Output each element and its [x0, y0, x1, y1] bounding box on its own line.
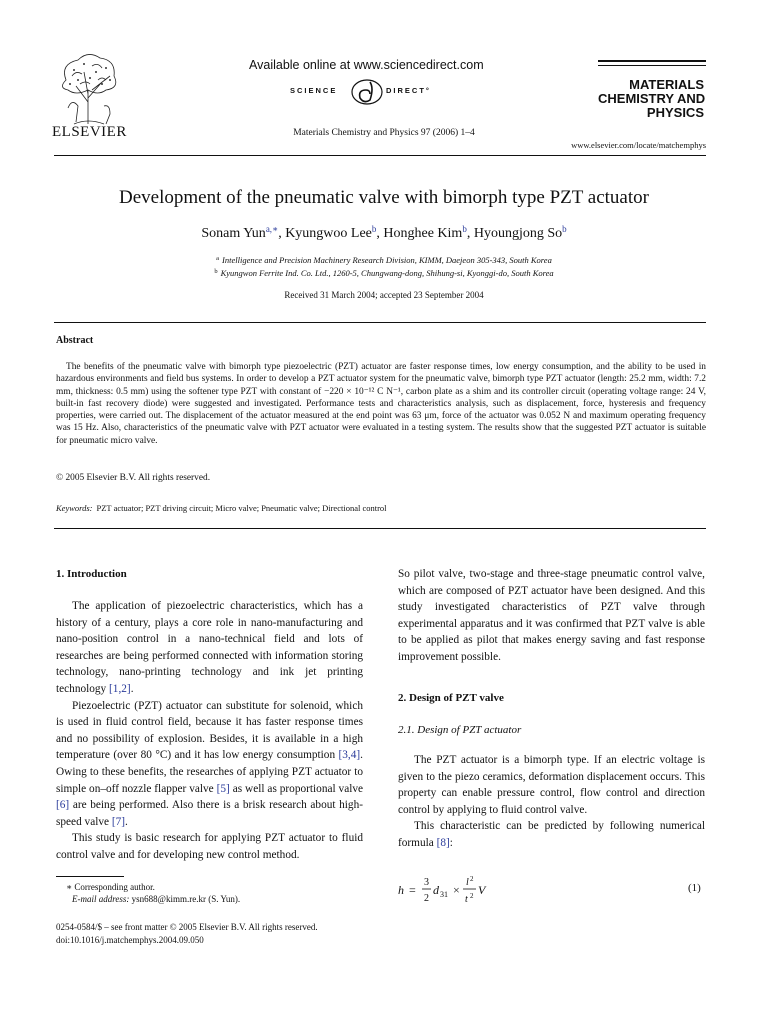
abstract-bottom-rule [54, 528, 706, 529]
intro-paragraph-1 [56, 598, 363, 698]
right-column-continuation [398, 566, 705, 666]
section-heading-design: 2. Design of PZT valve [398, 692, 504, 704]
svg-text:2: 2 [424, 893, 429, 904]
intro-continuation: So pilot valve, two-stage and three-stage pneumatic control valve, which are composed of PZT actuator have been designed. And this study investigated characteristics of PZT valve through experimental apparatus and it was confirmed that PZT valve is able to be applied as pilot that makes energy saving and fast response improvement possible. [398, 568, 705, 663]
keywords [56, 503, 387, 513]
affiliation-a [0, 255, 768, 265]
equation-number: (1) [688, 882, 701, 894]
author-affiliation-mark[interactable]: b [462, 224, 467, 234]
author-affiliation-mark[interactable]: a,∗ [265, 224, 279, 234]
affiliation-mark: a [216, 255, 220, 262]
email-address[interactable]: ysn688@kimm.re.kr (S. Yun). [131, 894, 241, 904]
paragraph-text: The application of piezoelectric characteristics, which has a history of a century, plays a core role in nano-manufacturing and nano-position control in a nano-technical field and lots of researches are being performed connected with information storing technology, nano-printing technology and ink jet printing technology [56, 600, 363, 695]
affiliation-text: Intelligence and Precision Machinery Research Division, KIMM, Daejeon 305-343, South Korea [222, 255, 552, 265]
email-label: E-mail address: [72, 894, 130, 904]
intro-paragraph-2 [56, 698, 363, 831]
publisher-name: ELSEVIER [52, 124, 127, 140]
journal-title-line: MATERIALS [629, 77, 704, 92]
paragraph-text: : [449, 836, 453, 849]
journal-reference: Materials Chemistry and Physics 97 (2006) 1–4 [293, 128, 475, 138]
corresponding-author-note: ∗ Corresponding author. [66, 882, 155, 892]
paragraph-text: are being performed. Also there is a brisk research about high-speed valve [56, 799, 363, 828]
paragraph-text: . [125, 815, 128, 828]
author-separator: , [466, 226, 474, 241]
paragraph-text: as well as proportional valve [229, 782, 364, 795]
design-paragraph-2 [398, 818, 705, 851]
svg-text:d: d [433, 883, 439, 897]
svg-text:×: × [453, 883, 460, 897]
journal-title-logo [598, 78, 704, 120]
author-name: Hyoungjong So [473, 226, 563, 241]
author-separator: , [376, 226, 384, 241]
citation-link[interactable]: [5] [216, 782, 230, 795]
received-dates: Received 31 March 2004; accepted 23 September 2004 [284, 290, 484, 300]
author-list [0, 224, 768, 242]
sciencedirect-logo [290, 78, 440, 106]
author-separator: , [278, 226, 286, 241]
paragraph-text: . Owing to these benefits, the researches of applying PZT actuator to simple on–off nozzle flapper valve [56, 749, 363, 795]
author-affiliation-mark[interactable]: b [371, 224, 377, 234]
right-column-body [398, 752, 705, 852]
paper-title: Development of the pneumatic valve with bimorph type PZT actuator [119, 187, 649, 208]
header-rule [54, 155, 706, 156]
svg-text:31: 31 [440, 890, 448, 899]
abstract-text: The benefits of the pneumatic valve with bimorph type piezoelectric (PZT) actuator are faster response times, low energy consumption, and the ability to be used in hazardous environments and field bus systems. In order to develop a PZT actuator system for the pneumatic valve, bimorph type PZT actuator (length: 25.2 mm, width: 7.2 mm, thickness: 0.5 mm) using the softener type PZT with constant of −220 × 10⁻¹² C N⁻¹, carbon plate as a shim and its controller circuit (operating voltage range: 24 V, built-in fast recovery diode) were suggested and investigated. Performance tests and characteristics analysis, such as displacement, force, hysteresis and frequency properties, were carried out. The displacement of the actuator measured at the end point was 63 μm, force of the actuator was 0.052 N and maximum operating frequency was 15 Hz. Also, characteristics of the pneumatic valve with PZT actuator were evaluated in a testing system. The results show that the suggested PZT actuator is suitable for pneumatic micro valve. [56, 362, 706, 446]
author-name: Honghee Kim [383, 226, 463, 241]
journal-title-line: CHEMISTRY AND [598, 91, 706, 106]
svg-text:=: = [409, 883, 416, 897]
elsevier-tree-logo [54, 50, 122, 128]
author-name: Kyungwoo Lee [285, 226, 372, 241]
svg-text:2: 2 [470, 875, 474, 883]
equation-1 [398, 872, 706, 908]
paragraph-text: This characteristic can be predicted by following numerical formula [398, 820, 705, 849]
citation-link[interactable]: [8] [436, 836, 450, 849]
svg-text:3: 3 [424, 877, 429, 888]
citation-link[interactable]: [7] [111, 815, 126, 828]
affiliation-mark: b [214, 268, 218, 275]
keywords-label: Keywords: [56, 503, 93, 513]
citation-link[interactable]: [6] [56, 799, 70, 812]
abstract-heading: Abstract [56, 335, 94, 346]
left-column-body [56, 598, 363, 864]
affiliation-b [0, 268, 768, 278]
paragraph-text: . [130, 682, 134, 695]
journal-url[interactable]: www.elsevier.com/locate/matchemphys [571, 140, 706, 150]
paragraph-text: Piezoelectric (PZT) actuator can substitute for solenoid, which is used in fluid control field, because it has faster response times and no possibility of explosion. Besides, it is available in a high temperature (over 80 °C) and it has low energy consumption [56, 699, 363, 762]
keywords-list: PZT actuator; PZT driving circuit; Micro valve; Pneumatic valve; Directional control [96, 503, 387, 513]
design-paragraph-1: The PZT actuator is a bimorph type. If an electric voltage is given to the piezo ceramics, deformation displacement occurs. This property can enable pressure control, flow control and direction control by applying to fluid control valve. [398, 754, 705, 816]
affiliation-text: Kyungwon Ferrite Ind. Co. Ltd., 1260-5, Chungwang-dong, Shihung-si, Kyonggi-do, South Korea [220, 268, 554, 278]
sciencedirect-right: DIRECT° [386, 86, 431, 95]
available-online-text[interactable]: Available online at www.sciencedirect.com [249, 58, 484, 72]
issn-line: 0254-0584/$ – see front matter © 2005 Elsevier B.V. All rights reserved. [56, 922, 318, 932]
citation-link[interactable]: [3,4] [338, 749, 361, 762]
author-name: Sonam Yun [201, 226, 266, 241]
svg-text:h: h [398, 883, 404, 897]
journal-title-line: PHYSICS [646, 105, 704, 120]
abstract-copyright: © 2005 Elsevier B.V. All rights reserved. [56, 473, 211, 483]
subsection-heading-actuator: 2.1. Design of PZT actuator [398, 724, 522, 736]
sciencedirect-d-icon [350, 78, 384, 106]
journal-logo-rule-thin [598, 65, 706, 66]
intro-paragraph-3: This study is basic research for applying PZT actuator to fluid control valve and for developing new control method. [56, 832, 363, 861]
svg-text:2: 2 [470, 892, 474, 900]
abstract-top-rule [54, 322, 706, 323]
footnote-rule [56, 876, 124, 877]
svg-text:V: V [478, 883, 486, 897]
svg-text:l: l [466, 877, 469, 888]
citation-link[interactable]: [1,2] [109, 682, 131, 695]
section-heading-introduction: 1. Introduction [56, 568, 127, 580]
sciencedirect-left: SCIENCE [290, 86, 338, 95]
author-affiliation-mark[interactable]: b [562, 224, 567, 234]
email-note [72, 894, 240, 904]
doi-line[interactable]: doi:10.1016/j.matchemphys.2004.09.050 [56, 935, 204, 945]
svg-text:t: t [465, 894, 468, 905]
journal-logo-rule [598, 60, 706, 62]
